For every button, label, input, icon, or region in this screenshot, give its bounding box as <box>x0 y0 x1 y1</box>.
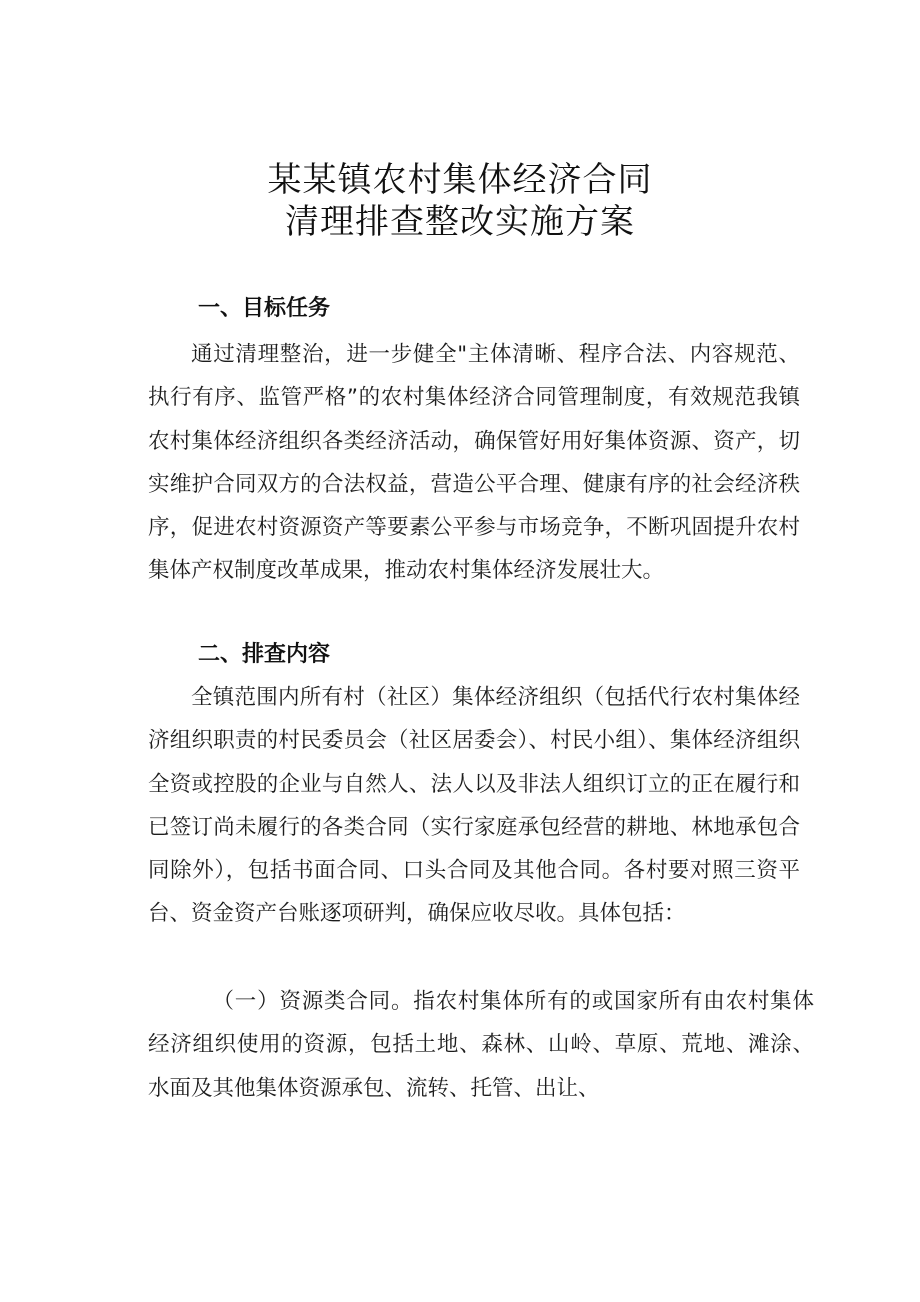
subsection-paragraph-resource-contracts: （一）资源类合同。指农村集体所有的或国家所有由农村集体经济组织使用的资源，包括土地、森林、山岭、草原、荒地、滩涂、水面及其他集体资源承包、流转、托管、出让、 <box>148 989 814 1101</box>
section-heading-goals: 一、目标任务 <box>198 296 331 321</box>
document-title-line2: 清理排查整改实施方案 <box>285 202 635 242</box>
section-heading-inspection: 二、排查内容 <box>198 642 331 667</box>
document-title-line1: 某某镇农村集体经济合同 <box>267 160 653 200</box>
section-paragraph-goals: 通过清理整治，进一步健全"主体清晰、程序合法、内容规范、执行有序、监管严格”的农村集体经济合同管理制度，有效规范我镇农村集体经济组织各类经济活动，确保管好用好集体资源、资产，切实维护合同双方的合法权益，营造公平合理、健康有序的社会经济秩序，促进农村资源资产等要素公平参与市场竞争，不断巩固提升农村集体产权制度改革成果，推动农村集体经济发展壮大。 <box>148 342 800 584</box>
section-paragraph-inspection: 全镇范围内所有村（社区）集体经济组织（包括代行农村集体经济组织职责的村民委员会（社区居委会）、村民小组）、集体经济组织全资或控股的企业与自然人、法人以及非法人组织订立的正在履行和已签订尚未履行的各类合同（实行家庭承包经营的耕地、林地承包合同除外），包括书面合同、口头合同及其他合同。各村要对照三资平台、资金资产台账逐项研判，确保应收尽收。具体包括： <box>148 685 800 927</box>
